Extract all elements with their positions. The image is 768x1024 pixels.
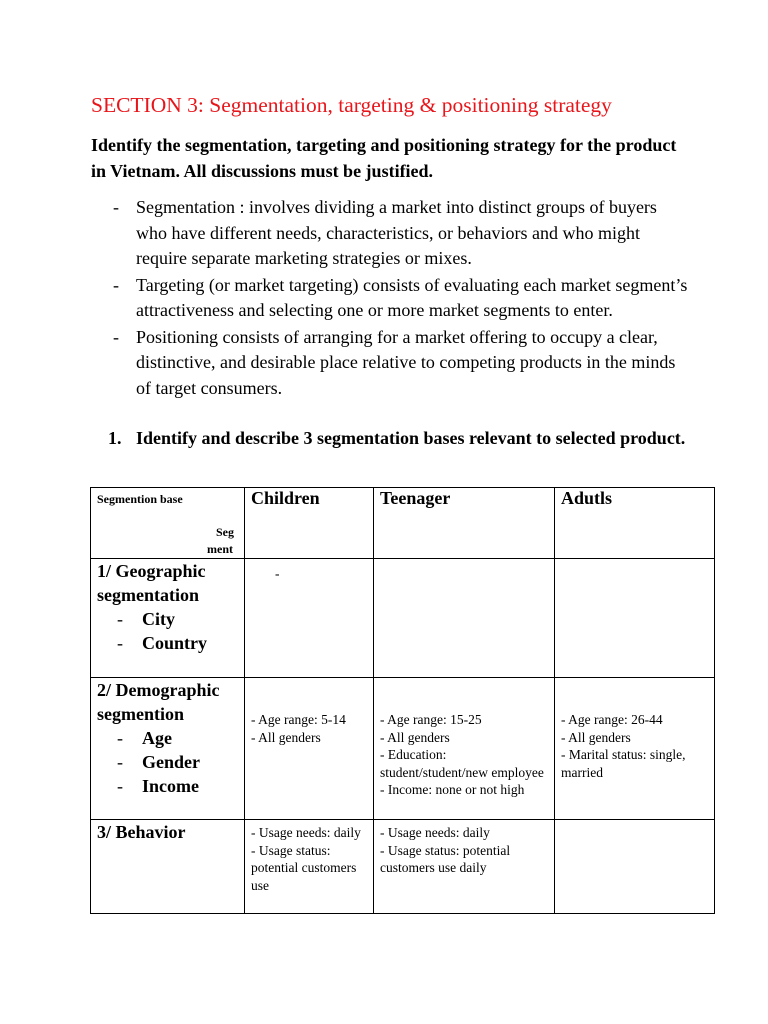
row-title-cont: segmentation bbox=[97, 585, 199, 605]
column-header-children: Children bbox=[245, 488, 374, 559]
corner-label-segment: Seg bbox=[216, 525, 234, 539]
column-header-adults: Adutls bbox=[555, 488, 715, 559]
intro-paragraph: Identify the segmentation, targeting and positioning strategy for the product in Vietnam. All discussions must be justified. bbox=[91, 135, 677, 181]
definition-positioning bbox=[91, 325, 691, 402]
table-row-demographic bbox=[91, 678, 715, 820]
cell-geographic-teenager bbox=[374, 559, 555, 678]
table-row-behavior bbox=[91, 820, 715, 914]
cell-behavior-adults bbox=[555, 820, 715, 914]
row-label-behavior bbox=[91, 820, 245, 914]
list-dash: - bbox=[113, 274, 119, 295]
cell-behavior-children: - Usage needs: daily - Usage status: potential customers use bbox=[245, 820, 374, 914]
corner-label-segment-cont: ment bbox=[207, 542, 233, 556]
definition-segmentation bbox=[91, 195, 691, 272]
definition-text: Positioning consists of arranging for a market offering to occupy a clear, distinctive, and desirable place relative to competing products in the minds of target consumers. bbox=[136, 326, 676, 398]
list-dash: - bbox=[113, 326, 119, 347]
row-label-demographic bbox=[91, 678, 245, 820]
cell-demographic-adults: - Age range: 26-44 - All genders - Marital status: single, married bbox=[555, 678, 715, 820]
row-label-geographic bbox=[91, 559, 245, 678]
sub-item-age: - Age bbox=[117, 728, 172, 748]
sub-item-gender: - Gender bbox=[117, 752, 200, 772]
cell-demographic-children: - Age range: 5-14 - All genders bbox=[245, 678, 374, 820]
cell-behavior-teenager: - Usage needs: daily - Usage status: potential customers use daily bbox=[374, 820, 555, 914]
sub-item-income: - Income bbox=[117, 776, 199, 796]
list-dash: - bbox=[113, 197, 119, 217]
definition-text: Segmentation : involves dividing a market into distinct groups of buyers who have different needs, characteristics, or behaviors and who might require separate marketing strategies or mixes. bbox=[136, 197, 657, 268]
segmentation-table bbox=[90, 487, 715, 914]
corner-label-base: Segmention base bbox=[97, 492, 183, 506]
row-title: 2/ Demographic bbox=[97, 680, 220, 700]
question-number: 1. bbox=[108, 428, 122, 448]
section-title: SECTION 3: Segmentation, targeting & positioning strategy bbox=[91, 93, 612, 117]
question-1 bbox=[91, 425, 691, 451]
table-row-geographic bbox=[91, 559, 715, 678]
definition-text: Targeting (or market targeting) consists of evaluating each market segment’s attractiveness and selecting one or more market segments to enter. bbox=[136, 274, 688, 320]
question-text: Identify and describe 3 segmentation bases relevant to selected product. bbox=[136, 428, 686, 448]
sub-item-city: - City bbox=[117, 609, 175, 629]
cell-geographic-children: - bbox=[245, 559, 374, 678]
column-header-teenager: Teenager bbox=[374, 488, 555, 559]
row-title: 1/ Geographic bbox=[97, 561, 206, 581]
table-header-row bbox=[91, 488, 715, 559]
corner-header-cell bbox=[91, 488, 245, 559]
definitions-list bbox=[91, 195, 691, 402]
cell-demographic-teenager: - Age range: 15-25 - All genders - Education: student/student/new employee - Income: none or not high bbox=[374, 678, 555, 820]
definition-targeting bbox=[91, 273, 691, 324]
row-title: 3/ Behavior bbox=[97, 822, 186, 842]
row-title-cont: segmention bbox=[97, 704, 184, 724]
sub-item-country: - Country bbox=[117, 633, 208, 653]
cell-geographic-adults bbox=[555, 559, 715, 678]
